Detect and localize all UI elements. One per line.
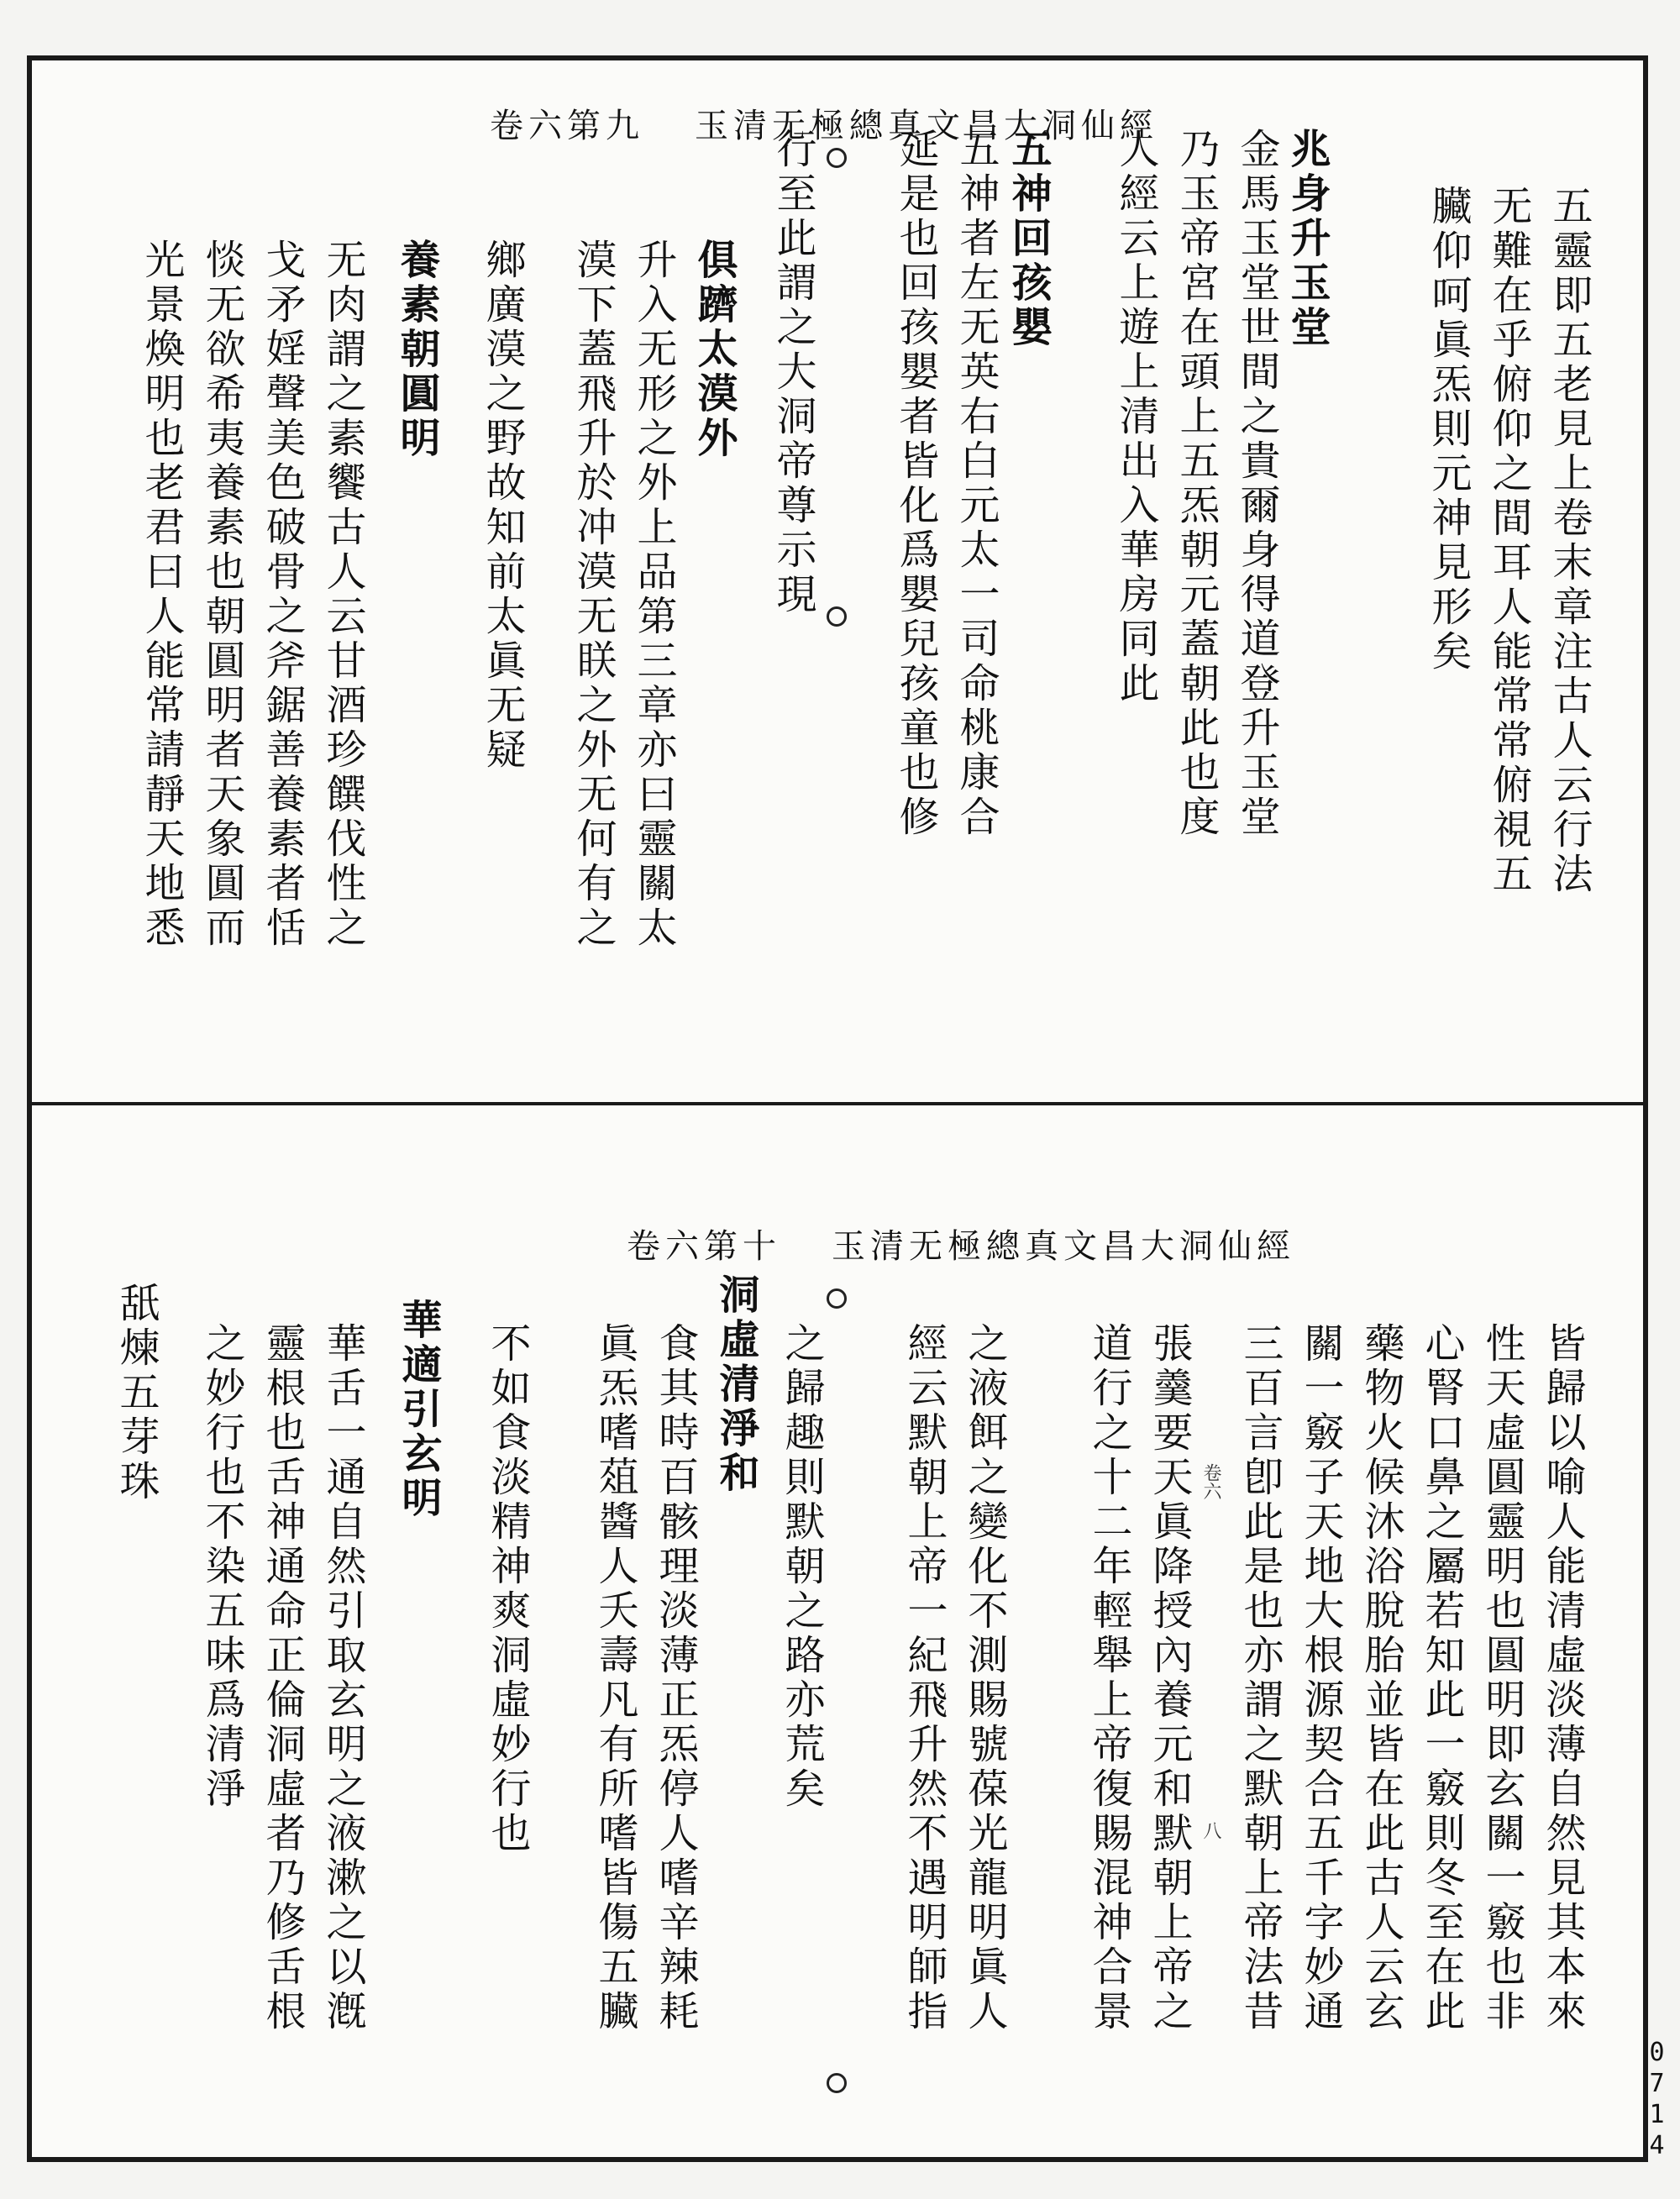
text-column: 皆歸以喻人能清虛淡薄自然見其本來: [1539, 1322, 1586, 2034]
verse-heading: 五神回孩嬰: [1005, 128, 1052, 350]
text-column: 食其時百骸理淡薄正炁停人嗜辛辣耗: [652, 1322, 699, 2034]
circle-mark: [827, 148, 847, 168]
text-column: 關一竅子天地大根源契合五千字妙通: [1297, 1322, 1344, 2034]
top-panel: [32, 60, 1643, 1102]
text-column: 无難在乎俯仰之間耳人能常常俯視五: [1485, 185, 1532, 897]
text-column: 光景煥明也老君曰人能常請靜天地悉: [138, 239, 185, 951]
top-panel-volume: 卷六第九: [490, 107, 644, 145]
text-column: 行至此謂之大洞帝尊示現: [769, 128, 816, 617]
verse-heading: 華適引玄明: [395, 1299, 442, 1521]
text-column: 金馬玉堂世間之貴爾身得道登升玉堂: [1233, 128, 1280, 840]
verse-heading: 兆身升玉堂: [1284, 128, 1331, 350]
bottom-panel-header: [627, 1220, 1295, 1267]
text-column: 華舌一通自然引取玄明之液漱之以漑: [319, 1322, 366, 2034]
text-column: 五神者左无英右白元太一司命桃康合: [953, 128, 1000, 840]
text-column: 无肉謂之素饗古人云甘酒珍饌伐性之: [319, 239, 366, 951]
bottom-panel: [32, 1105, 1643, 2157]
text-column: 張羹要天眞降授內養元和默朝上帝之: [1146, 1322, 1193, 2034]
text-column: 延是也回孩嬰者皆化爲嬰兒孩童也修: [892, 128, 939, 840]
circle-mark: [827, 606, 847, 627]
text-column: 三百言卽此是也亦謂之默朝上帝法昔: [1236, 1322, 1284, 2034]
text-column: 經云默朝上帝一紀飛升然不遇明師指: [900, 1322, 948, 2034]
text-column: 舐煉五芽珠: [113, 1282, 160, 1504]
text-column: 藥物火候沐浴脫胎並皆在此古人云玄: [1357, 1322, 1404, 2034]
top-panel-title: 玉清无極總真文昌大洞仙經: [695, 107, 1158, 145]
text-column: 人經云上遊上清出入華房同此: [1112, 128, 1159, 706]
margin-note: 八: [1200, 1821, 1221, 1839]
text-column: 性天虛圓靈明也圓明即玄關一竅也非: [1478, 1322, 1525, 2034]
text-column: 眞炁嗜葅醬人夭壽凡有所嗜皆傷五臟: [591, 1322, 638, 2034]
text-column: 心腎口鼻之屬若知此一竅則冬至在此: [1418, 1322, 1465, 2034]
verse-heading: 養素朝圓明: [393, 239, 440, 461]
text-column: 道行之十二年輕舉上帝復賜混神合景: [1085, 1322, 1132, 2034]
text-column: 漠下蓋飛升於冲漠无眹之外无何有之: [570, 239, 617, 951]
page-number: 0714: [1642, 2038, 1672, 2162]
text-column: 之妙行也不染五味爲清淨: [198, 1322, 245, 1812]
verse-heading: 俱躋太漠外: [690, 239, 738, 461]
bottom-panel-title: 玉清无極總真文昌大洞仙經: [832, 1227, 1295, 1266]
text-column: 戈矛婬聲美色破骨之斧鋸善養素者恬: [259, 239, 306, 951]
circle-mark: [827, 1288, 847, 1309]
text-column: 升入无形之外上品第三章亦曰靈關太: [630, 239, 677, 951]
text-column: 乃玉帝宮在頭上五炁朝元蓋朝此也度: [1173, 128, 1220, 840]
circle-mark: [827, 2073, 847, 2093]
text-column: 惔无欲希夷養素也朝圓明者天象圓而: [198, 239, 245, 951]
text-column: 鄉廣漠之野故知前太眞无疑: [479, 239, 526, 773]
text-column: 之歸趣則默朝之路亦荒矣: [778, 1322, 825, 1812]
margin-note: 卷六: [1200, 1463, 1221, 1500]
text-column: 五靈即五老見上卷末章注古人云行法: [1546, 185, 1593, 897]
text-column: 臟仰呵眞炁則元神見形矣: [1425, 185, 1472, 674]
text-column: 之液餌之變化不測賜號葆光龍明眞人: [961, 1322, 1008, 2034]
verse-heading: 洞虛清淨和: [712, 1273, 759, 1496]
bottom-panel-volume: 卷六第十: [627, 1227, 781, 1266]
text-column: 不如食淡精神爽洞虛妙行也: [484, 1322, 531, 1856]
top-panel-header: [490, 99, 1158, 147]
text-column: 靈根也舌神通命正倫洞虛者乃修舌根: [259, 1322, 306, 2034]
